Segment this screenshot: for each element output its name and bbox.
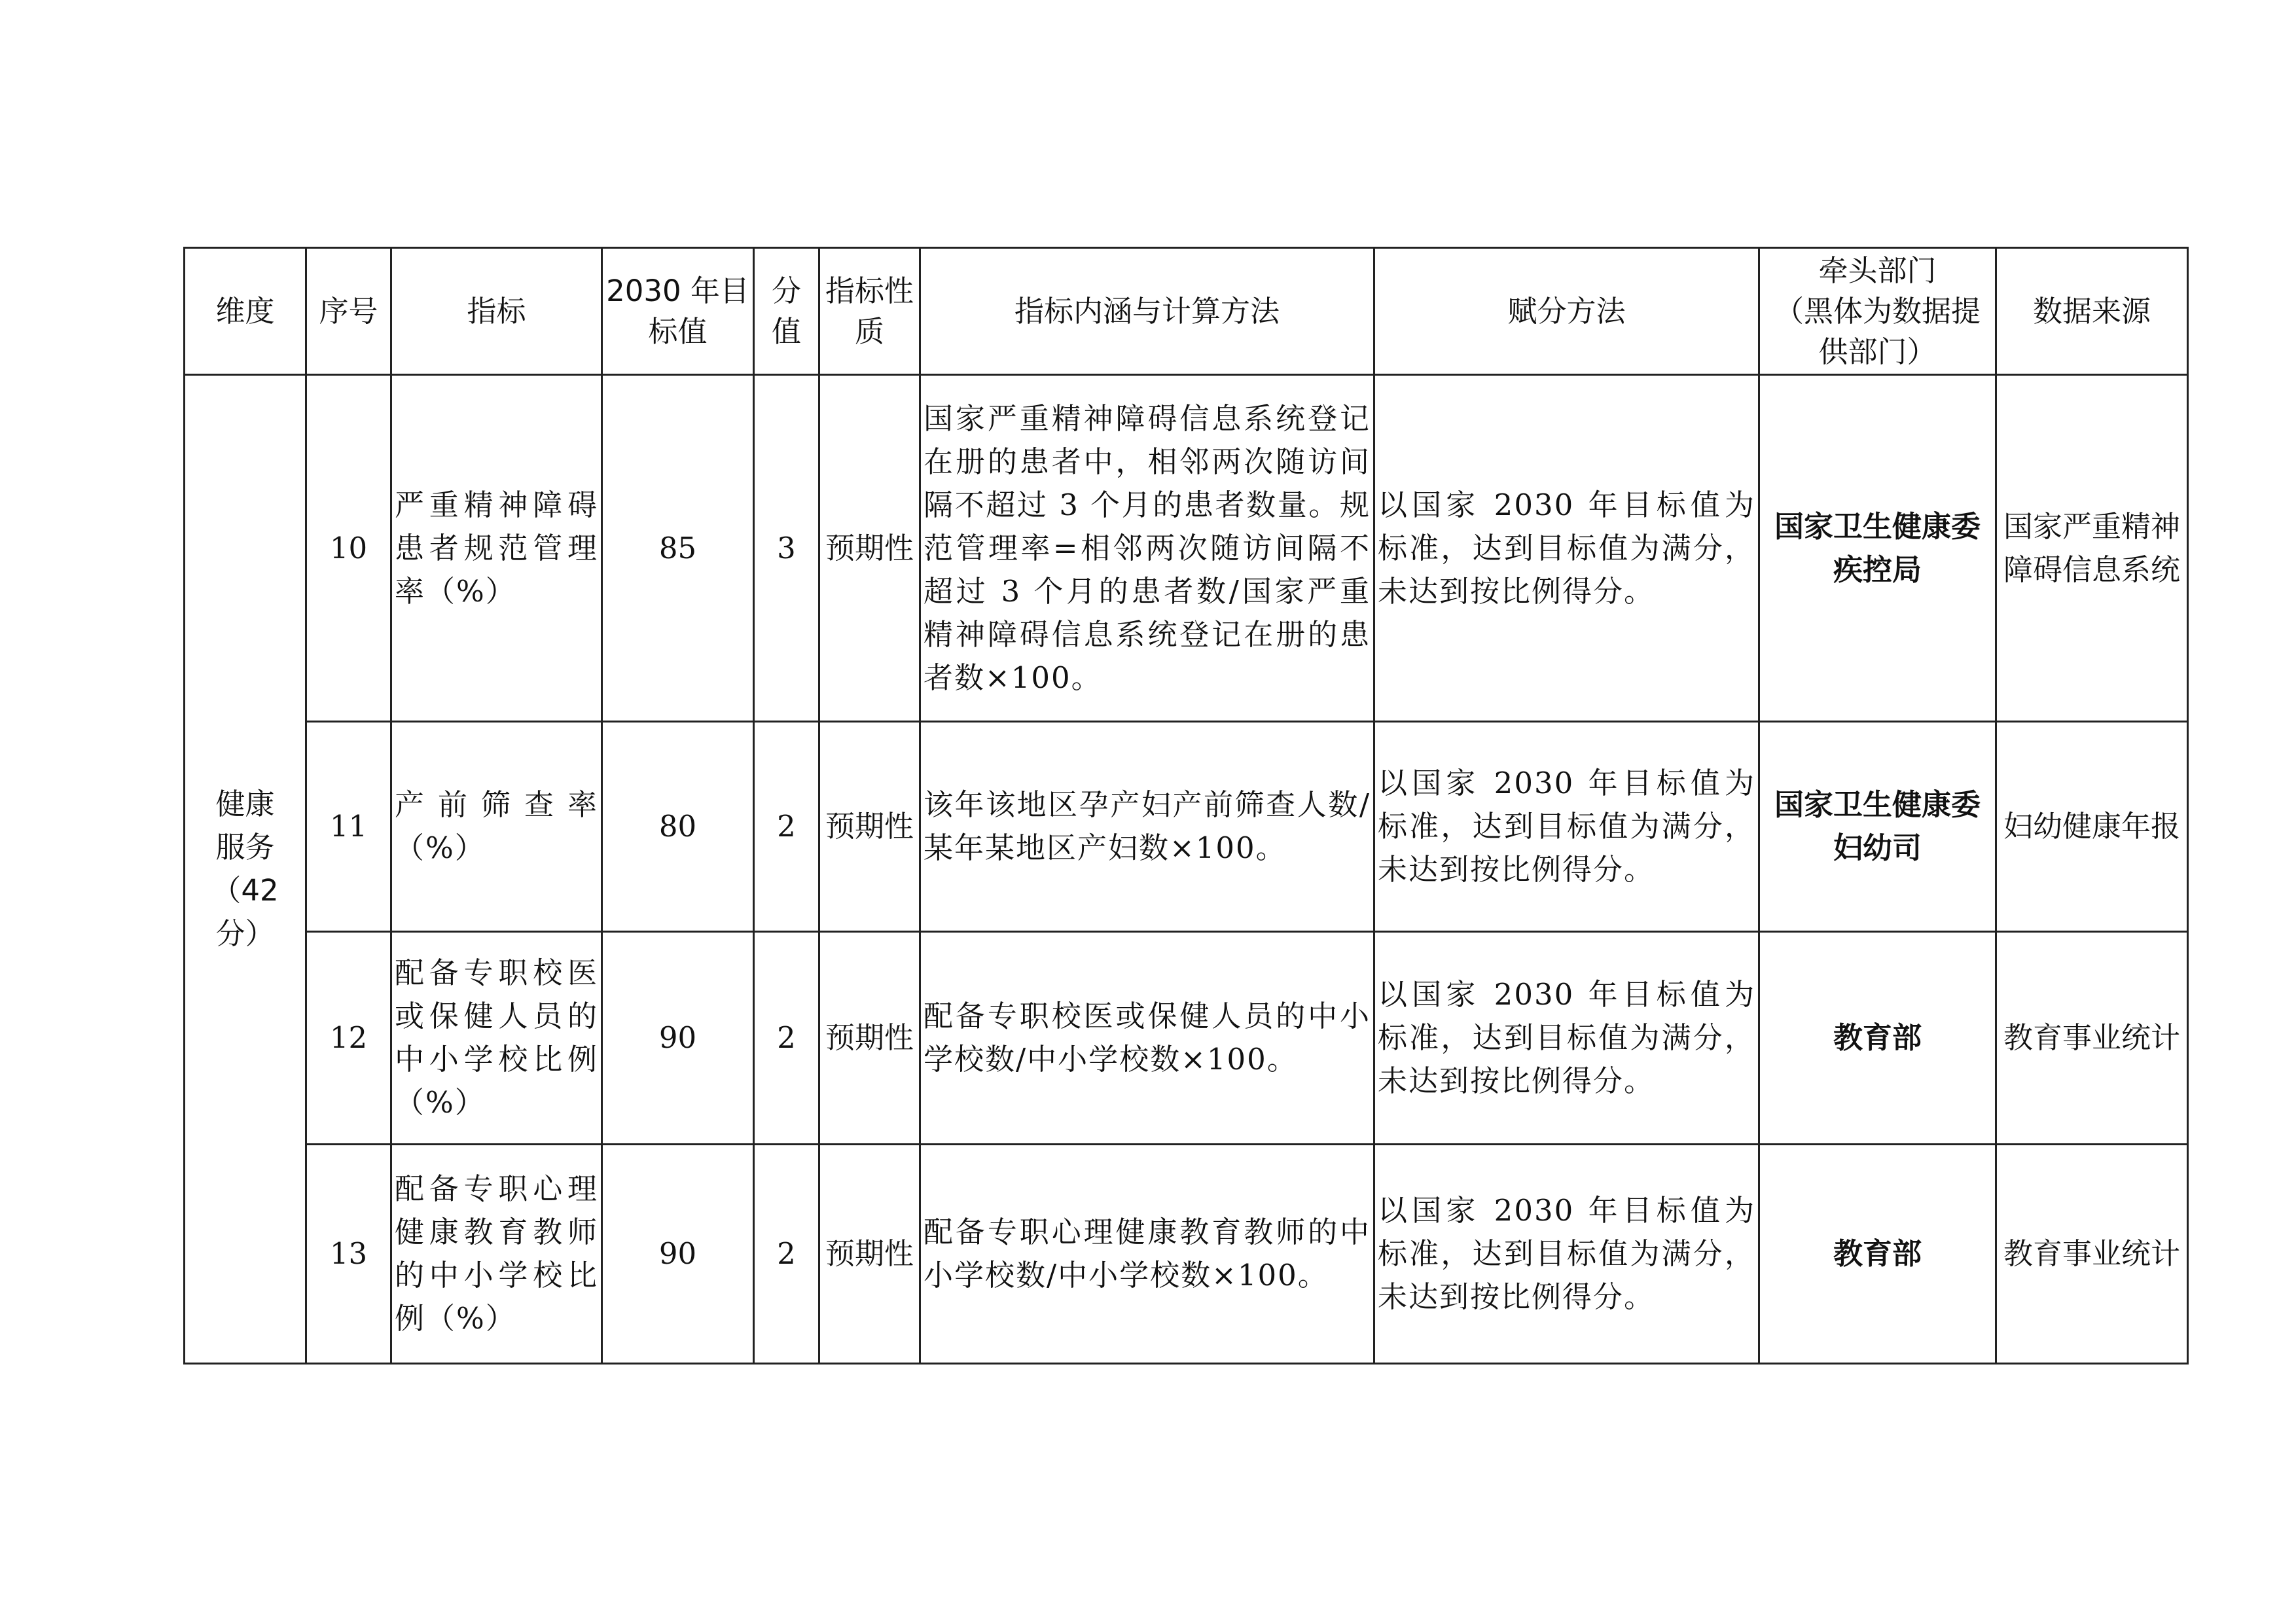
header-lead-dept-line1: 牵头部门 bbox=[1818, 253, 1937, 288]
data-source-cell: 国家严重精神障碍信息系统 bbox=[1996, 375, 2188, 722]
indicator-cell: 严重精神障碍患者规范管理率（%） bbox=[391, 375, 602, 722]
data-source-cell: 教育事业统计 bbox=[1996, 932, 2188, 1145]
scoring-cell: 以国家 2030 年目标值为标准，达到目标值为满分，未达到按比例得分。 bbox=[1374, 722, 1759, 932]
table-row bbox=[185, 932, 2188, 1145]
indicator-cell: 配备专职心理健康教育教师的中小学校比例（%） bbox=[391, 1145, 602, 1364]
seq-cell: 10 bbox=[306, 375, 391, 722]
header-indicator: 指标 bbox=[391, 248, 602, 375]
score-cell: 2 bbox=[754, 722, 819, 932]
target-cell: 85 bbox=[602, 375, 754, 722]
indicator-table bbox=[183, 247, 2189, 1364]
nature-cell: 预期性 bbox=[819, 375, 920, 722]
seq-cell: 13 bbox=[306, 1145, 391, 1364]
header-score: 分值 bbox=[754, 248, 819, 375]
score-cell: 3 bbox=[754, 375, 819, 722]
header-scoring: 赋分方法 bbox=[1374, 248, 1759, 375]
header-data-source: 数据来源 bbox=[1996, 248, 2188, 375]
target-cell: 90 bbox=[602, 1145, 754, 1364]
target-cell: 80 bbox=[602, 722, 754, 932]
lead-dept-line1: 国家卫生健康委 bbox=[1774, 508, 1981, 544]
meaning-cell: 配备专职心理健康教育教师的中小学校数/中小学校数×100。 bbox=[920, 1145, 1374, 1364]
scoring-cell: 以国家 2030 年目标值为标准，达到目标值为满分，未达到按比例得分。 bbox=[1374, 1145, 1759, 1364]
lead-dept-cell bbox=[1759, 375, 1996, 722]
meaning-cell: 国家严重精神障碍信息系统登记在册的患者中，相邻两次随访间隔不超过 3 个月的患者数量。规范管理率=相邻两次随访间隔不超过 3 个月的患者数/国家严重精神障碍信息系统登记在册的患者数×100。 bbox=[920, 375, 1374, 722]
header-target-2030: 2030 年目标值 bbox=[602, 248, 754, 375]
dimension-cell bbox=[185, 375, 306, 1364]
lead-dept-line2: 疾控局 bbox=[1833, 552, 1922, 587]
header-lead-dept bbox=[1759, 248, 1996, 375]
lead-dept-line1: 教育部 bbox=[1833, 1236, 1922, 1271]
table-row bbox=[185, 722, 2188, 932]
dimension-line3: （42 分） bbox=[211, 873, 279, 951]
dimension-line1: 健康 bbox=[215, 787, 275, 821]
score-cell: 2 bbox=[754, 932, 819, 1145]
table-row bbox=[185, 1145, 2188, 1364]
table-row bbox=[185, 375, 2188, 722]
scoring-cell: 以国家 2030 年目标值为标准，达到目标值为满分，未达到按比例得分。 bbox=[1374, 375, 1759, 722]
header-dimension: 维度 bbox=[185, 248, 306, 375]
data-source-cell: 教育事业统计 bbox=[1996, 1145, 2188, 1364]
meaning-cell: 该年该地区孕产妇产前筛查人数/某年某地区产妇数×100。 bbox=[920, 722, 1374, 932]
score-cell: 2 bbox=[754, 1145, 819, 1364]
header-meaning: 指标内涵与计算方法 bbox=[920, 248, 1374, 375]
header-nature: 指标性质 bbox=[819, 248, 920, 375]
scoring-cell: 以国家 2030 年目标值为标准，达到目标值为满分，未达到按比例得分。 bbox=[1374, 932, 1759, 1145]
indicator-cell: 配备专职校医或保健人员的中小学校比例（%） bbox=[391, 932, 602, 1145]
seq-cell: 12 bbox=[306, 932, 391, 1145]
dimension-line2: 服务 bbox=[215, 830, 275, 865]
data-source-cell: 妇幼健康年报 bbox=[1996, 722, 2188, 932]
lead-dept-cell bbox=[1759, 1145, 1996, 1364]
lead-dept-cell bbox=[1759, 932, 1996, 1145]
header-seq: 序号 bbox=[306, 248, 391, 375]
seq-cell: 11 bbox=[306, 722, 391, 932]
lead-dept-line1: 教育部 bbox=[1833, 1020, 1922, 1055]
indicator-cell: 产前筛查率（%） bbox=[391, 722, 602, 932]
lead-dept-cell bbox=[1759, 722, 1996, 932]
nature-cell: 预期性 bbox=[819, 1145, 920, 1364]
header-row bbox=[185, 248, 2188, 375]
lead-dept-line2: 妇幼司 bbox=[1833, 830, 1922, 865]
target-cell: 90 bbox=[602, 932, 754, 1145]
header-lead-dept-line2: （黑体为数据提供部门） bbox=[1774, 293, 1981, 369]
nature-cell: 预期性 bbox=[819, 722, 920, 932]
meaning-cell: 配备专职校医或保健人员的中小学校数/中小学校数×100。 bbox=[920, 932, 1374, 1145]
lead-dept-line1: 国家卫生健康委 bbox=[1774, 787, 1981, 822]
nature-cell: 预期性 bbox=[819, 932, 920, 1145]
